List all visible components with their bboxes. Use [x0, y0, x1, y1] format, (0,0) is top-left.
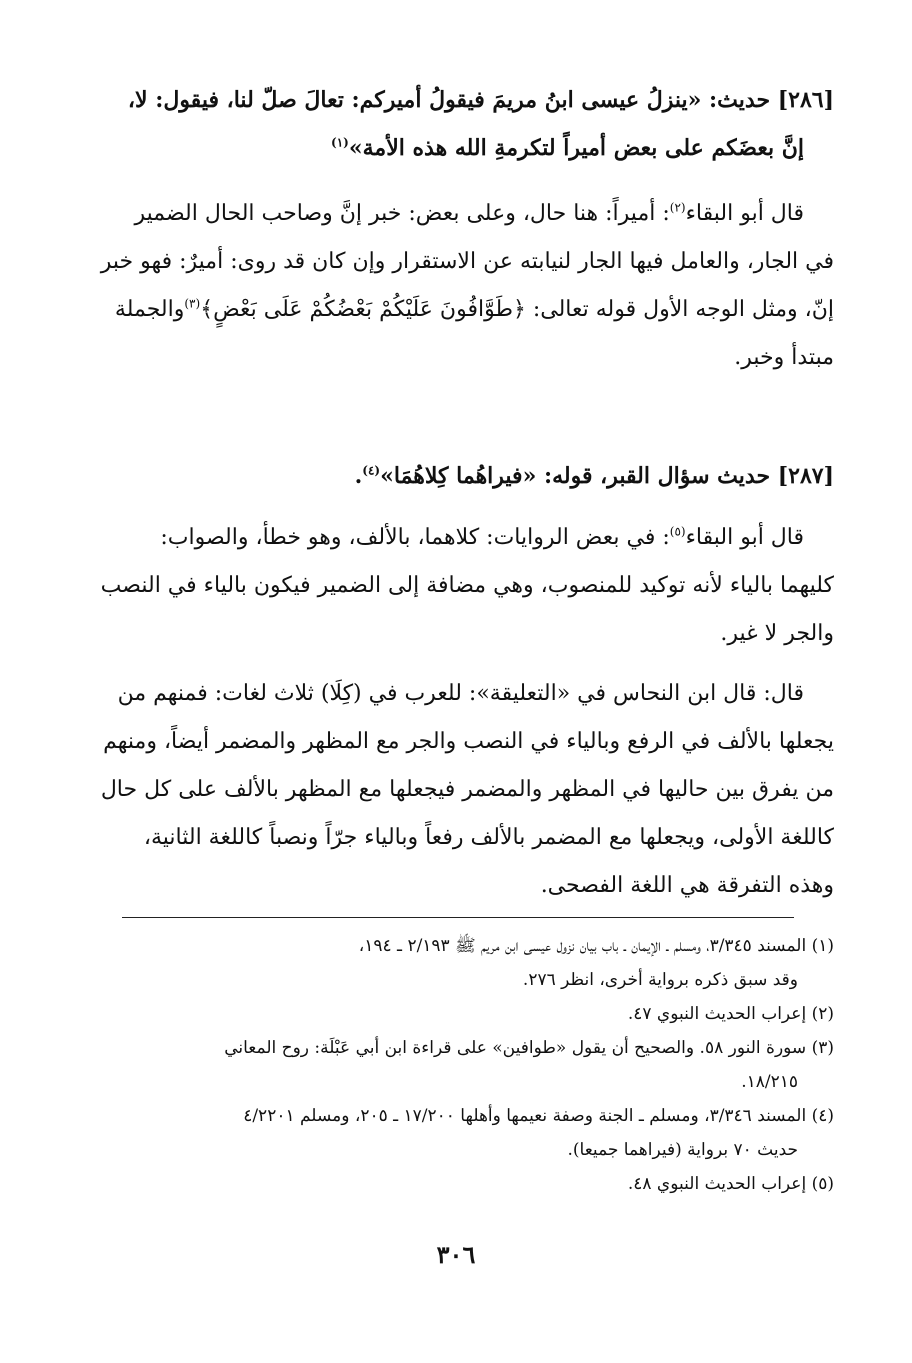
hadith-286-line-1: [٢٨٦] حديث: «ينزلُ عيسى ابنُ مريمَ فيقولُ أميركم: تعالَ صلّ لنا، فيقول: لا، — [127, 87, 834, 113]
hadith-287-line — [88, 452, 834, 500]
commentary-287 — [88, 514, 834, 658]
footnote-1-line-1: (١) المسند ٣/٣٤٥، ومسلم ـ الإيمان ـ باب بيان نزول عيسى ابن مريم ﷺ ٢/١٩٣ ـ ١٩٤، — [358, 936, 834, 956]
nahhas-line-1: قال: قال ابن النحاس في «التعليقة»: للعرب في (كِلَا) ثلاث لغات: فمنهم من — [117, 681, 804, 706]
footnote-1-line-2: وقد سبق ذكره برواية أخرى، انظر ٢٧٦. — [522, 970, 798, 990]
quran-verse-text: إنّ، ومثل الوجه الأول قوله تعالى: ﴿طَوَّافُونَ عَلَيْكُمْ بَعْضُكُمْ عَلَى بَعْضٍ﴾ — [200, 297, 834, 322]
commentary-286-line-1 — [88, 190, 834, 238]
footnote-ref-4: (٤) — [362, 463, 381, 478]
footnote-ref-3: (٣) — [184, 296, 201, 311]
hadith-287-period: . — [354, 463, 363, 489]
footnote-4-line-1: (٤) المسند ٣/٣٤٦، ومسلم ـ الجنة وصفة نعيمها وأهلها ١٧/٢٠٠ ـ ٢٠٥، ومسلم ٤/٢٢٠١ — [243, 1106, 834, 1126]
commentary-287-line-1 — [88, 514, 834, 562]
nahhas-paragraph — [88, 670, 834, 910]
commentary-286 — [88, 190, 834, 382]
hadith-287 — [88, 452, 834, 500]
author-name: قال أبو البقاء — [685, 201, 804, 226]
nahhas-line-3: من يفرق بين حاليها في المظهر والمضمر فيجعلها مع المظهر بالألف على كل حال — [100, 777, 834, 802]
commentary-287-line-2: كليهما بالياء لأنه توكيد للمنصوب، وهي مضافة إلى الضمير فيكون بالياء في النصب — [100, 573, 834, 598]
footnotes — [88, 929, 834, 1201]
author-name: قال أبو البقاء — [685, 525, 804, 550]
commentary-text: : في بعض الروايات: كلاهما، بالألف، وهو خطأ، والصواب: — [160, 525, 670, 550]
footnote-5: (٥) إعراب الحديث النبوي ٤٨. — [627, 1174, 834, 1194]
footnote-separator — [122, 917, 794, 918]
page-number: ٣٠٦ — [436, 1240, 476, 1269]
commentary-286-line-3 — [88, 286, 834, 334]
nahhas-line-5: وهذه التفرقة هي اللغة الفصحى. — [540, 873, 834, 898]
nahhas-line-4: كاللغة الأولى، ويجعلها مع المضمر بالألف رفعاً وبالياء جرّاً ونصباً كاللغة الثانية، — [143, 825, 834, 850]
footnote-3-line-1: (٣) سورة النور ٥٨. والصحيح أن يقول «طوافين» على قراءة ابن أبي عَبْلَة: روح المعاني — [224, 1038, 834, 1058]
hadith-286-line-2 — [88, 124, 834, 172]
commentary-286-line-2: في الجار، والعامل فيها الجار لنيابته عن الاستقرار وإن كان قد روى: أميرٌ: فهو خبر — [100, 249, 834, 274]
commentary-287-line-3: والجر لا غير. — [720, 621, 834, 646]
hadith-287-text: [٢٨٧] حديث سؤال القبر، قوله: «فيراهُما كِلاهُمَا» — [380, 463, 834, 489]
nahhas-line-2: يجعلها بالألف في الرفع وبالياء في النصب والجر مع المظهر والمضمر أيضاً، ومنهم — [103, 729, 834, 754]
footnote-ref-1: (١) — [331, 135, 349, 150]
hadith-286 — [88, 76, 834, 172]
hadith-286-text: إنَّ بعضَكم على بعض أميراً لتكرمةِ الله هذه الأمة» — [348, 135, 804, 161]
footnote-2: (٢) إعراب الحديث النبوي ٤٧. — [627, 1004, 834, 1024]
footnote-ref-5: (٥) — [669, 524, 686, 539]
commentary-text: : أميراً: هنا حال، وعلى بعض: خبر إنَّ وصاحب الحال الضمير — [134, 201, 670, 226]
commentary-286-line-4: مبتدأ وخبر. — [734, 345, 834, 370]
footnote-4-line-2: حديث ٧٠ برواية (فيراهما جميعا). — [567, 1140, 798, 1160]
footnote-ref-2: (٢) — [669, 200, 686, 215]
footnote-3-line-2: ١٨/٢١٥. — [741, 1072, 798, 1092]
commentary-text: والجملة — [114, 297, 185, 322]
